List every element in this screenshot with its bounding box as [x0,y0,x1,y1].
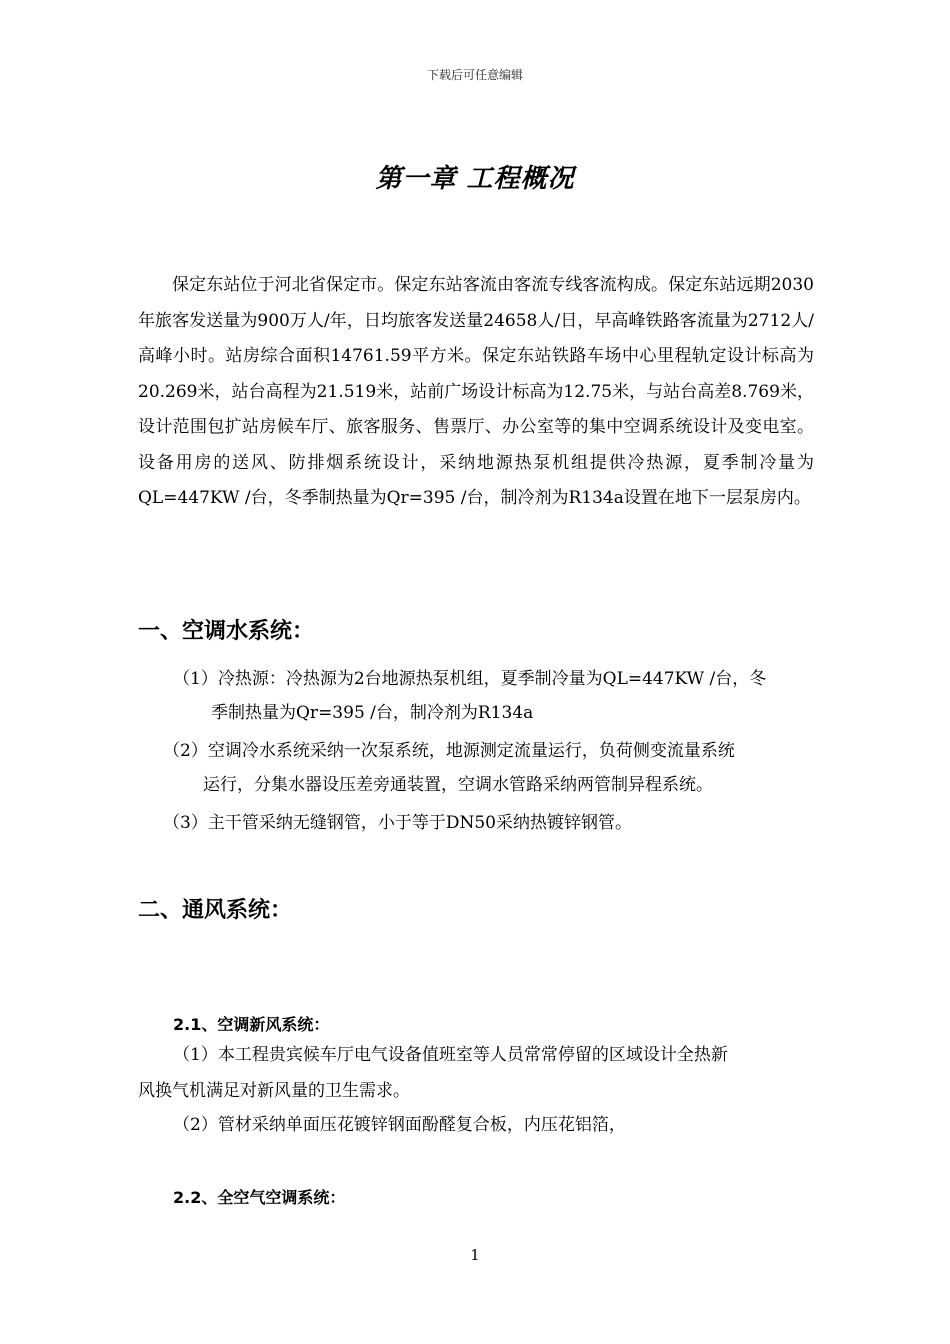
section1-item-3-line1: （3）主干管采纳无缝钢管，小于等于DN50采纳热镀锌钢管。 [163,813,632,833]
section1-item-1-line1: （1）冷热源：冷热源为2台地源热泵机组，夏季制冷量为QL=447KW /台，冬 [173,669,767,689]
intro-paragraph: 保定东站位于河北省保定市。保定东站客流由客流专线客流构成。保定东站远期2030年旅客发送量为900万人/年，日均旅客发送量24658人/日，早高峰铁路客流量为2712人/高峰小时。站房综合面积14761.59平方米。保定东站铁路车场中心里程轨定设计标高为20.269米，站台高程为21.519米，站前广场设计标高为12.75米，与站台高差8.769米，设计范围包扩站房候车厅、旅客服务、售票厅、办公室等的集中空调系统设计及变电室。设备用房的送风、防排烟系统设计，采纳地源热泵机组提供冷热源，夏季制冷量为QL=447KW /台，冬季制热量为Qr=395 /台，制冷剂为R134a设置在地下一层泵房内。 [138,275,814,508]
intro-paragraph-block [138,268,814,517]
chapter-title: 第一章 工程概况 [375,164,575,194]
section1-item-2-line1: （2）空调冷水系统采纳一次泵系统，地源测定流量运行，负荷侧变流量系统 [163,741,735,761]
section2-1-heading: 2.1、空调新风系统： [173,1015,330,1034]
section1-item-2-line2: 运行，分集水器设压差旁通装置，空调水管路采纳两管制异程系统。 [203,775,713,795]
section2-heading: 二、通风系统： [138,898,293,923]
section2-1-item-2-line1: （2）管材采纳单面压花镀锌钢面酚醛复合板，内压花铝箔， [173,1115,626,1135]
section1-item-1-line2: 季制热量为Qr=395 /台，制冷剂为R134a [211,703,534,723]
section1-heading: 一、空调水系统： [138,619,315,644]
page-number: 1 [470,1246,480,1264]
section2-1-item-1-line2: 风换气机满足对新风量的卫生需求。 [138,1081,410,1101]
section2-2-heading: 2.2、全空气空调系统： [173,1188,346,1207]
header-note: 下载后可任意编辑 [426,68,523,82]
section2-1-item-1-line1: （1）本工程贵宾候车厅电气设备值班室等人员常常停留的区域设计全热新 [173,1045,728,1065]
